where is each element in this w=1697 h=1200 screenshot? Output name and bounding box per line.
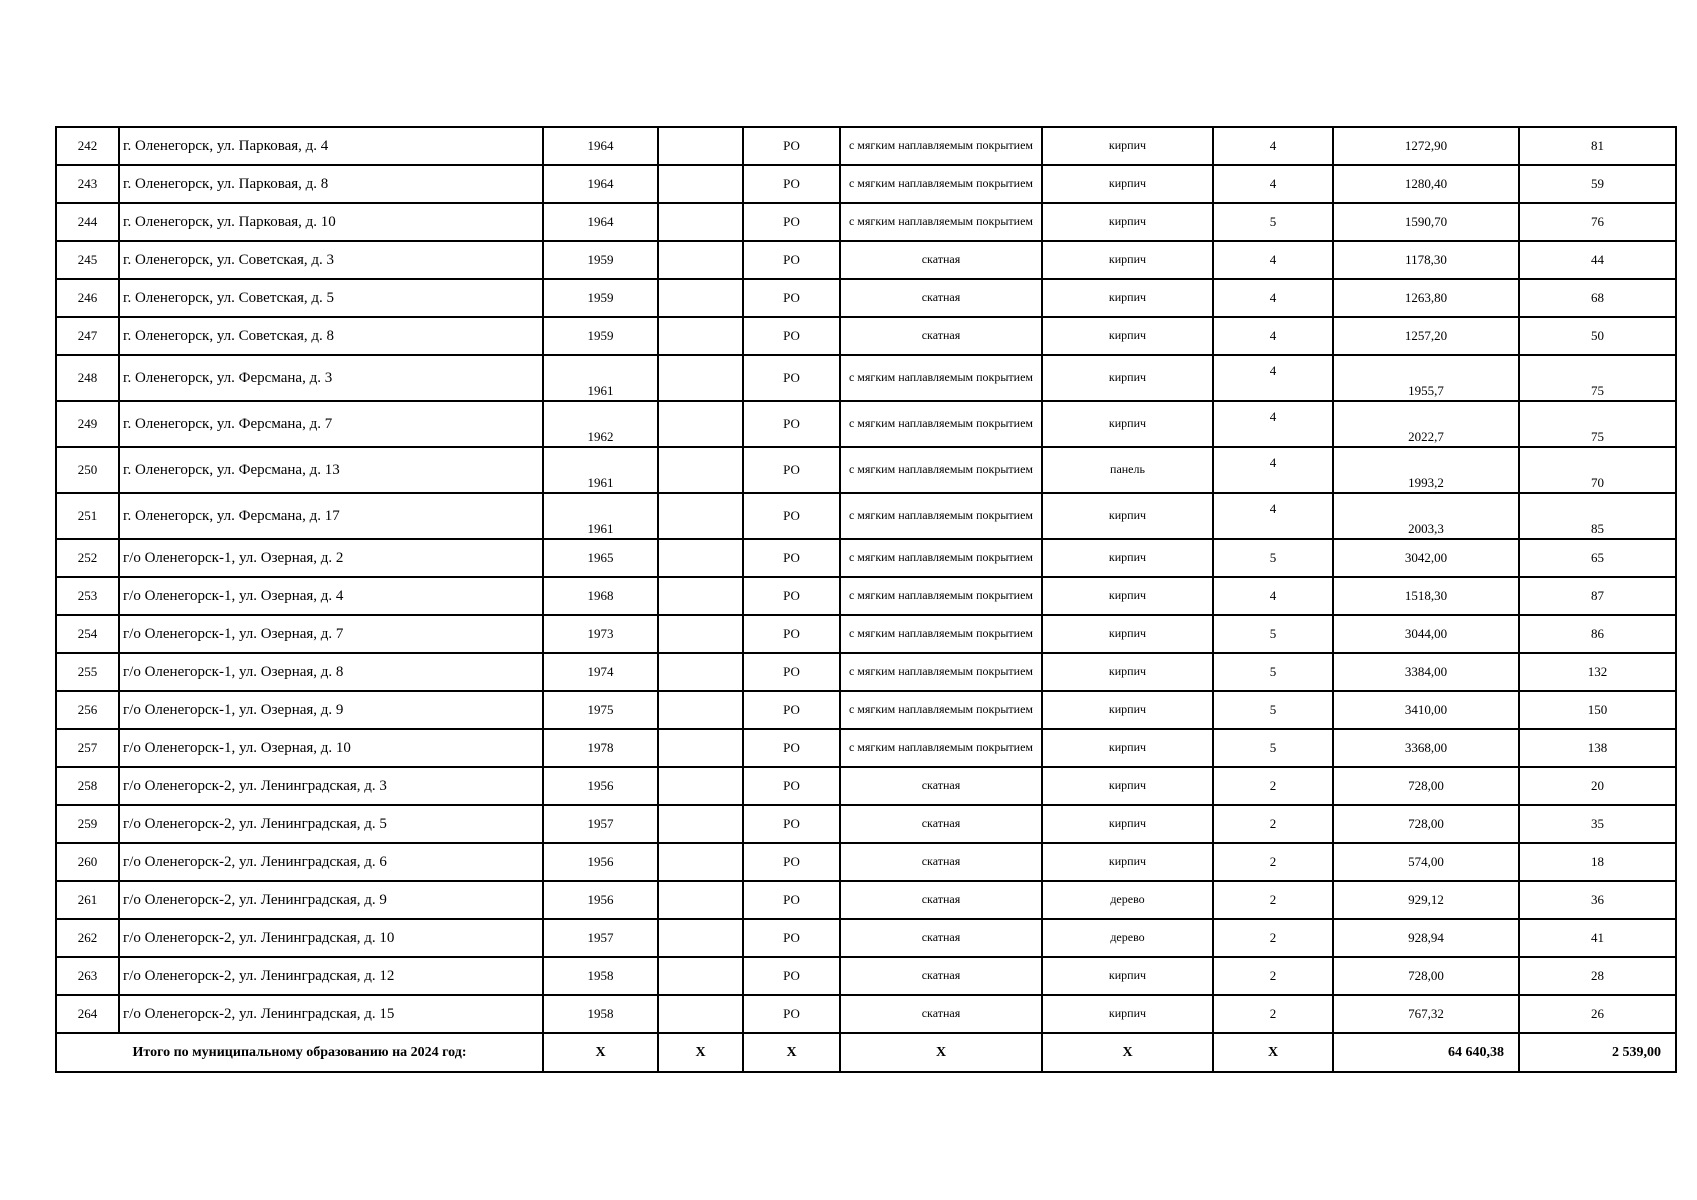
cell-build-year: 1961 <box>543 447 658 493</box>
cell-area: 1272,90 <box>1333 127 1519 165</box>
cell-build-year: 1964 <box>543 127 658 165</box>
cell-address: г. Оленегорск, ул. Ферсмана, д. 13 <box>119 447 543 493</box>
cell-build-year: 1965 <box>543 539 658 577</box>
cell-roof-type: с мягким наплавляемым покрытием <box>840 615 1042 653</box>
cell-address: г. Оленегорск, ул. Советская, д. 5 <box>119 279 543 317</box>
cell-address: г/о Оленегорск-2, ул. Ленинградская, д. 5 <box>119 805 543 843</box>
cell-area: 3042,00 <box>1333 539 1519 577</box>
cell-wall-material: кирпич <box>1042 127 1213 165</box>
cell-address: г/о Оленегорск-1, ул. Озерная, д. 2 <box>119 539 543 577</box>
cell-roof-type: скатная <box>840 919 1042 957</box>
cell-row-number: 251 <box>56 493 119 539</box>
cell-fund-method: РО <box>743 767 840 805</box>
cell-roof-type: скатная <box>840 843 1042 881</box>
cell-empty-cell <box>658 577 743 615</box>
cell-roof-type: с мягким наплавляемым покрытием <box>840 127 1042 165</box>
cell-build-year: 1958 <box>543 995 658 1033</box>
cell-wall-material: панель <box>1042 447 1213 493</box>
cell-row-number: 258 <box>56 767 119 805</box>
cell-wall-material: дерево <box>1042 919 1213 957</box>
cell-fund-method: РО <box>743 401 840 447</box>
cell-row-number: 255 <box>56 653 119 691</box>
cell-area: 728,00 <box>1333 805 1519 843</box>
cell-address: г. Оленегорск, ул. Парковая, д. 8 <box>119 165 543 203</box>
cell-residents: 65 <box>1519 539 1676 577</box>
cell-build-year: 1964 <box>543 165 658 203</box>
cell-residents: 26 <box>1519 995 1676 1033</box>
cell-area: 3368,00 <box>1333 729 1519 767</box>
cell-floors: 2 <box>1213 919 1333 957</box>
cell-residents: 75 <box>1519 401 1676 447</box>
cell-address: г/о Оленегорск-1, ул. Озерная, д. 10 <box>119 729 543 767</box>
cell-build-year: 1961 <box>543 355 658 401</box>
cell-build-year: 1956 <box>543 881 658 919</box>
cell-wall-material: кирпич <box>1042 843 1213 881</box>
table-row <box>56 127 1676 165</box>
cell-row-number: 261 <box>56 881 119 919</box>
cell-address: г. Оленегорск, ул. Ферсмана, д. 3 <box>119 355 543 401</box>
cell-floors: 2 <box>1213 767 1333 805</box>
cell-area: 1518,30 <box>1333 577 1519 615</box>
total-area: 64 640,38 <box>1333 1033 1519 1072</box>
cell-empty-cell <box>658 995 743 1033</box>
cell-build-year: 1958 <box>543 957 658 995</box>
cell-floors: 2 <box>1213 881 1333 919</box>
table-body <box>56 127 1676 1033</box>
cell-residents: 81 <box>1519 127 1676 165</box>
table-row <box>56 919 1676 957</box>
cell-area: 1590,70 <box>1333 203 1519 241</box>
cell-roof-type: с мягким наплавляемым покрытием <box>840 447 1042 493</box>
cell-row-number: 256 <box>56 691 119 729</box>
cell-floors: 5 <box>1213 539 1333 577</box>
table-row <box>56 279 1676 317</box>
cell-wall-material: кирпич <box>1042 805 1213 843</box>
cell-roof-type: с мягким наплавляемым покрытием <box>840 401 1042 447</box>
cell-empty-cell <box>658 241 743 279</box>
cell-roof-type: с мягким наплавляемым покрытием <box>840 165 1042 203</box>
cell-roof-type: скатная <box>840 317 1042 355</box>
cell-fund-method: РО <box>743 615 840 653</box>
cell-roof-type: с мягким наплавляемым покрытием <box>840 691 1042 729</box>
cell-address: г/о Оленегорск-1, ул. Озерная, д. 8 <box>119 653 543 691</box>
cell-area: 3384,00 <box>1333 653 1519 691</box>
cell-residents: 76 <box>1519 203 1676 241</box>
cell-wall-material: кирпич <box>1042 729 1213 767</box>
cell-build-year: 1957 <box>543 805 658 843</box>
cell-row-number: 247 <box>56 317 119 355</box>
cell-address: г. Оленегорск, ул. Ферсмана, д. 7 <box>119 401 543 447</box>
cell-floors: 4 <box>1213 493 1333 539</box>
cell-fund-method: РО <box>743 539 840 577</box>
cell-area: 767,32 <box>1333 995 1519 1033</box>
cell-wall-material: кирпич <box>1042 539 1213 577</box>
cell-area: 1993,2 <box>1333 447 1519 493</box>
cell-floors: 5 <box>1213 653 1333 691</box>
cell-residents: 87 <box>1519 577 1676 615</box>
cell-area: 928,94 <box>1333 919 1519 957</box>
cell-roof-type: скатная <box>840 767 1042 805</box>
total-floors: X <box>1213 1033 1333 1072</box>
cell-area: 1178,30 <box>1333 241 1519 279</box>
table-row <box>56 653 1676 691</box>
table-row <box>56 241 1676 279</box>
cell-wall-material: кирпич <box>1042 577 1213 615</box>
table-row <box>56 995 1676 1033</box>
cell-row-number: 260 <box>56 843 119 881</box>
cell-fund-method: РО <box>743 843 840 881</box>
cell-address: г. Оленегорск, ул. Советская, д. 8 <box>119 317 543 355</box>
cell-floors: 2 <box>1213 843 1333 881</box>
cell-fund-method: РО <box>743 957 840 995</box>
cell-fund-method: РО <box>743 317 840 355</box>
cell-wall-material: кирпич <box>1042 957 1213 995</box>
cell-empty-cell <box>658 401 743 447</box>
cell-empty-cell <box>658 539 743 577</box>
cell-floors: 4 <box>1213 577 1333 615</box>
cell-build-year: 1974 <box>543 653 658 691</box>
cell-residents: 36 <box>1519 881 1676 919</box>
cell-fund-method: РО <box>743 919 840 957</box>
table-row <box>56 881 1676 919</box>
table-row <box>56 355 1676 401</box>
cell-wall-material: кирпич <box>1042 203 1213 241</box>
cell-empty-cell <box>658 653 743 691</box>
cell-empty-cell <box>658 355 743 401</box>
total-wall: X <box>1042 1033 1213 1072</box>
cell-wall-material: кирпич <box>1042 165 1213 203</box>
cell-address: г. Оленегорск, ул. Парковая, д. 10 <box>119 203 543 241</box>
cell-roof-type: скатная <box>840 279 1042 317</box>
cell-build-year: 1961 <box>543 493 658 539</box>
cell-build-year: 1962 <box>543 401 658 447</box>
cell-floors: 2 <box>1213 805 1333 843</box>
cell-roof-type: с мягким наплавляемым покрытием <box>840 653 1042 691</box>
table-row <box>56 317 1676 355</box>
cell-empty-cell <box>658 843 743 881</box>
cell-roof-type: с мягким наплавляемым покрытием <box>840 577 1042 615</box>
cell-empty-cell <box>658 279 743 317</box>
cell-build-year: 1956 <box>543 767 658 805</box>
cell-residents: 150 <box>1519 691 1676 729</box>
total-row <box>56 1033 1676 1072</box>
cell-empty-cell <box>658 493 743 539</box>
cell-fund-method: РО <box>743 653 840 691</box>
cell-area: 2022,7 <box>1333 401 1519 447</box>
cell-empty-cell <box>658 165 743 203</box>
table-row <box>56 843 1676 881</box>
cell-residents: 85 <box>1519 493 1676 539</box>
cell-area: 3044,00 <box>1333 615 1519 653</box>
cell-row-number: 250 <box>56 447 119 493</box>
cell-floors: 2 <box>1213 957 1333 995</box>
cell-row-number: 242 <box>56 127 119 165</box>
cell-build-year: 1959 <box>543 241 658 279</box>
cell-fund-method: РО <box>743 577 840 615</box>
cell-residents: 75 <box>1519 355 1676 401</box>
table-row <box>56 447 1676 493</box>
cell-area: 728,00 <box>1333 957 1519 995</box>
table-row <box>56 539 1676 577</box>
cell-roof-type: с мягким наплавляемым покрытием <box>840 729 1042 767</box>
cell-residents: 138 <box>1519 729 1676 767</box>
cell-address: г. Оленегорск, ул. Парковая, д. 4 <box>119 127 543 165</box>
cell-residents: 59 <box>1519 165 1676 203</box>
cell-row-number: 246 <box>56 279 119 317</box>
cell-area: 1263,80 <box>1333 279 1519 317</box>
cell-area: 728,00 <box>1333 767 1519 805</box>
cell-area: 1280,40 <box>1333 165 1519 203</box>
cell-fund-method: РО <box>743 127 840 165</box>
cell-fund-method: РО <box>743 241 840 279</box>
cell-floors: 4 <box>1213 401 1333 447</box>
cell-row-number: 243 <box>56 165 119 203</box>
cell-build-year: 1959 <box>543 279 658 317</box>
cell-fund-method: РО <box>743 447 840 493</box>
total-fund: X <box>743 1033 840 1072</box>
cell-floors: 5 <box>1213 615 1333 653</box>
table-row <box>56 805 1676 843</box>
cell-row-number: 252 <box>56 539 119 577</box>
cell-empty-cell <box>658 447 743 493</box>
cell-address: г/о Оленегорск-2, ул. Ленинградская, д. 15 <box>119 995 543 1033</box>
cell-empty-cell <box>658 729 743 767</box>
cell-residents: 70 <box>1519 447 1676 493</box>
cell-fund-method: РО <box>743 805 840 843</box>
cell-floors: 2 <box>1213 995 1333 1033</box>
cell-address: г/о Оленегорск-2, ул. Ленинградская, д. 10 <box>119 919 543 957</box>
cell-floors: 4 <box>1213 127 1333 165</box>
cell-floors: 4 <box>1213 165 1333 203</box>
cell-address: г/о Оленегорск-1, ул. Озерная, д. 9 <box>119 691 543 729</box>
table-row <box>56 203 1676 241</box>
total-residents: 2 539,00 <box>1519 1033 1676 1072</box>
table-row <box>56 957 1676 995</box>
cell-build-year: 1964 <box>543 203 658 241</box>
cell-address: г. Оленегорск, ул. Ферсмана, д. 17 <box>119 493 543 539</box>
cell-row-number: 249 <box>56 401 119 447</box>
cell-build-year: 1973 <box>543 615 658 653</box>
cell-empty-cell <box>658 767 743 805</box>
cell-empty-cell <box>658 317 743 355</box>
cell-row-number: 262 <box>56 919 119 957</box>
cell-wall-material: кирпич <box>1042 615 1213 653</box>
cell-wall-material: кирпич <box>1042 241 1213 279</box>
cell-fund-method: РО <box>743 355 840 401</box>
cell-area: 2003,3 <box>1333 493 1519 539</box>
cell-residents: 18 <box>1519 843 1676 881</box>
cell-build-year: 1957 <box>543 919 658 957</box>
cell-residents: 132 <box>1519 653 1676 691</box>
cell-wall-material: кирпич <box>1042 317 1213 355</box>
cell-fund-method: РО <box>743 279 840 317</box>
table-row <box>56 401 1676 447</box>
cell-row-number: 244 <box>56 203 119 241</box>
cell-wall-material: дерево <box>1042 881 1213 919</box>
table-row <box>56 729 1676 767</box>
cell-residents: 50 <box>1519 317 1676 355</box>
cell-residents: 68 <box>1519 279 1676 317</box>
cell-fund-method: РО <box>743 165 840 203</box>
cell-residents: 44 <box>1519 241 1676 279</box>
cell-fund-method: РО <box>743 691 840 729</box>
cell-fund-method: РО <box>743 995 840 1033</box>
cell-row-number: 254 <box>56 615 119 653</box>
cell-floors: 5 <box>1213 729 1333 767</box>
cell-wall-material: кирпич <box>1042 279 1213 317</box>
cell-fund-method: РО <box>743 729 840 767</box>
cell-residents: 86 <box>1519 615 1676 653</box>
cell-floors: 5 <box>1213 203 1333 241</box>
cell-roof-type: скатная <box>840 957 1042 995</box>
cell-empty-cell <box>658 615 743 653</box>
table-row <box>56 165 1676 203</box>
cell-wall-material: кирпич <box>1042 493 1213 539</box>
table-row <box>56 767 1676 805</box>
cell-build-year: 1978 <box>543 729 658 767</box>
total-label: Итого по муниципальному образованию на 2024 год: <box>56 1033 543 1072</box>
cell-area: 1955,7 <box>1333 355 1519 401</box>
table-row <box>56 493 1676 539</box>
cell-area: 1257,20 <box>1333 317 1519 355</box>
cell-floors: 4 <box>1213 447 1333 493</box>
cell-area: 929,12 <box>1333 881 1519 919</box>
cell-wall-material: кирпич <box>1042 401 1213 447</box>
housing-register-table <box>55 126 1677 1073</box>
cell-empty-cell <box>658 127 743 165</box>
cell-wall-material: кирпич <box>1042 355 1213 401</box>
cell-floors: 4 <box>1213 241 1333 279</box>
cell-empty-cell <box>658 881 743 919</box>
cell-roof-type: с мягким наплавляемым покрытием <box>840 355 1042 401</box>
total-year: X <box>543 1033 658 1072</box>
cell-residents: 28 <box>1519 957 1676 995</box>
cell-row-number: 253 <box>56 577 119 615</box>
cell-address: г/о Оленегорск-1, ул. Озерная, д. 4 <box>119 577 543 615</box>
cell-roof-type: с мягким наплавляемым покрытием <box>840 203 1042 241</box>
cell-row-number: 245 <box>56 241 119 279</box>
cell-row-number: 263 <box>56 957 119 995</box>
cell-floors: 5 <box>1213 691 1333 729</box>
cell-wall-material: кирпич <box>1042 691 1213 729</box>
cell-row-number: 259 <box>56 805 119 843</box>
cell-residents: 20 <box>1519 767 1676 805</box>
cell-build-year: 1959 <box>543 317 658 355</box>
cell-roof-type: с мягким наплавляемым покрытием <box>840 539 1042 577</box>
cell-area: 574,00 <box>1333 843 1519 881</box>
table-row <box>56 691 1676 729</box>
cell-empty-cell <box>658 691 743 729</box>
cell-address: г/о Оленегорск-2, ул. Ленинградская, д. 6 <box>119 843 543 881</box>
total-blank: X <box>658 1033 743 1072</box>
cell-empty-cell <box>658 805 743 843</box>
cell-row-number: 264 <box>56 995 119 1033</box>
cell-floors: 4 <box>1213 355 1333 401</box>
cell-fund-method: РО <box>743 203 840 241</box>
cell-roof-type: скатная <box>840 241 1042 279</box>
cell-floors: 4 <box>1213 279 1333 317</box>
cell-wall-material: кирпич <box>1042 995 1213 1033</box>
cell-roof-type: скатная <box>840 995 1042 1033</box>
cell-area: 3410,00 <box>1333 691 1519 729</box>
cell-build-year: 1956 <box>543 843 658 881</box>
cell-residents: 35 <box>1519 805 1676 843</box>
cell-empty-cell <box>658 203 743 241</box>
cell-floors: 4 <box>1213 317 1333 355</box>
cell-empty-cell <box>658 919 743 957</box>
cell-build-year: 1968 <box>543 577 658 615</box>
cell-address: г/о Оленегорск-2, ул. Ленинградская, д. 9 <box>119 881 543 919</box>
total-roof: X <box>840 1033 1042 1072</box>
cell-address: г/о Оленегорск-2, ул. Ленинградская, д. 3 <box>119 767 543 805</box>
cell-wall-material: кирпич <box>1042 767 1213 805</box>
cell-build-year: 1975 <box>543 691 658 729</box>
cell-row-number: 248 <box>56 355 119 401</box>
cell-address: г/о Оленегорск-1, ул. Озерная, д. 7 <box>119 615 543 653</box>
cell-fund-method: РО <box>743 493 840 539</box>
cell-empty-cell <box>658 957 743 995</box>
cell-residents: 41 <box>1519 919 1676 957</box>
cell-roof-type: скатная <box>840 881 1042 919</box>
cell-fund-method: РО <box>743 881 840 919</box>
cell-roof-type: скатная <box>840 805 1042 843</box>
cell-roof-type: с мягким наплавляемым покрытием <box>840 493 1042 539</box>
cell-address: г. Оленегорск, ул. Советская, д. 3 <box>119 241 543 279</box>
cell-wall-material: кирпич <box>1042 653 1213 691</box>
cell-address: г/о Оленегорск-2, ул. Ленинградская, д. 12 <box>119 957 543 995</box>
table-row <box>56 577 1676 615</box>
cell-row-number: 257 <box>56 729 119 767</box>
table-row <box>56 615 1676 653</box>
